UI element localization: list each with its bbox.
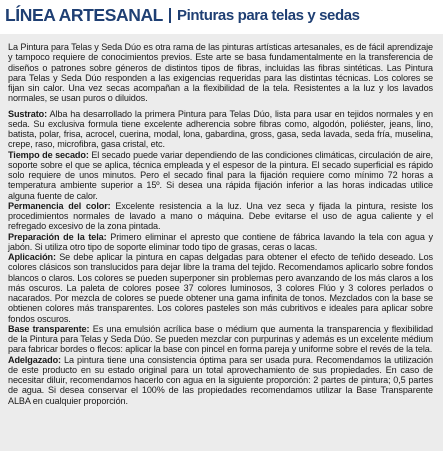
section-adelgazado [8, 355, 433, 406]
section-label: Permanencia del color: [8, 200, 111, 211]
section-label: Preparación de la tela: [8, 231, 107, 242]
section-text: Alba ha desarrollado la primera Pintura para Telas Dúo, lista para usar en tejidos normales y en seda. Su exclusiva formula tiene excelente adherencia sobre fibras como, algodón, poliéster, jeans, lino, batista, polar, frisa, acrocel, cuerina, modal, lona, gabardina, gross, gasa, seda lavada, seda fría, muselina, crepe, raso, microfibra, gasa cristal, etc. [8, 108, 433, 150]
page-subtitle: Pinturas para telas y sedas [176, 6, 360, 24]
section-base-transparente [8, 324, 433, 355]
section-tiempo-de-secado [8, 150, 433, 201]
section-text: Primero eliminar el apresto que contiene de fábrica lavando la tela con agua y jabón. Si utiliza otro tipo de soporte eliminar todo tipo de grasas, ceras o lacas. [8, 231, 433, 252]
section-text: El secado puede variar dependiendo de las condiciones climáticas, circulación de aire, soporte sobre el que se aplica, técnica empleada y el espesor de la pintura. El secado superficial es rápido solo requiere de unos minutos. Pero el secado final para la fijación requiere como mínimo 72 horas a temperatura ambiente superior a 15º. Si desea una rápida fijación inferior a las horas indicadas utilice alguna fuente de calor. [8, 149, 433, 201]
section-permanencia-del-color [8, 201, 433, 232]
page-header [0, 0, 443, 30]
section-label: Tiempo de secado: [8, 149, 89, 160]
section-label: Base transparente: [8, 323, 90, 334]
section-preparacion-de-la-tela [8, 232, 433, 253]
section-label: Adelgazado: [8, 354, 61, 365]
intro-paragraph: La Pintura para Telas y Seda Dúo es otra rama de las pinturas artísticas artesanales, es de fácil aprendizaje y tampoco requiere de conocimientos previos. Este arte se basa fundamentalmente en la transferencia de diseños o patrones sobre géneros de distintos tipos de fibras, incluidas las fibras sintéticas. Las Pintura para Telas y Seda Dúo responden a las exigencias requeridas para las distintas técnicas. Los colores se fijan sin calor. Una vez secas acompañan a la flexibilidad de la tela. Resistentes a la luz y los lavados normales, se usan puros o diluidos. [8, 42, 433, 104]
section-text: Es una emulsión acrílica base o médium que aumenta la transparencia y flexibilidad de la Pintura para Telas y Seda Dúo. Se pueden mezclar con purpurinas y además es un excelente médium para fabricar bordes o flecos: aplicar la base con pincel en forma pareja y uniforme sobre el revés de la tela. [8, 323, 433, 355]
content-box [0, 34, 443, 451]
section-aplicacion [8, 252, 433, 324]
page-title: LÍNEA ARTESANAL [5, 4, 163, 25]
section-text: La pintura tiene una consistencia óptima para ser usada pura. Recomendamos la utilización de este producto en su estado original para un total aprovechamiento de sus propiedades. En caso de necesitar diluir, recomendamos hacerlo con agua en la siguiente proporción: 2 partes de pintura; 0,5 partes de agua. Si desea conservar el 100% de las propiedades recomendamos utilizar la Base Transparente ALBA en cualquier proporción. [8, 354, 433, 406]
section-text: Se debe aplicar la pintura en capas delgadas para obtener el efecto de teñido deseado. Los colores clásicos son translucidos para dejar libre la trama del tejido. Recomendamos aplicarlo sobre fondos blancos o claros. Los colores se pueden superponer sin problemas pero avanzando de los más claros a los más oscuros. La paleta de colores posee 37 colores luminosos, 3 colores Flúo y 3 colores perlados o nacarados. Por mezcla de colores se puede obtener una gama infinita de tonos. Mezclados con la base se obtienen colores más transparentes. Los colores pasteles son más cubritivos e ideales para aplicar sobre fondos oscuros. [8, 252, 433, 324]
section-sustrato [8, 109, 433, 150]
section-text: Excelente resistencia a la luz. Una vez seca y fijada la pintura, resiste los procedimientos normales de lavado a mano o máquina. Debe evitarse el uso de agua caliente y el refregado excesivo de la zona pintada. [8, 200, 433, 232]
section-label: Sustrato: [8, 108, 48, 119]
title-divider [169, 8, 171, 23]
section-label: Aplicación: [8, 252, 56, 262]
